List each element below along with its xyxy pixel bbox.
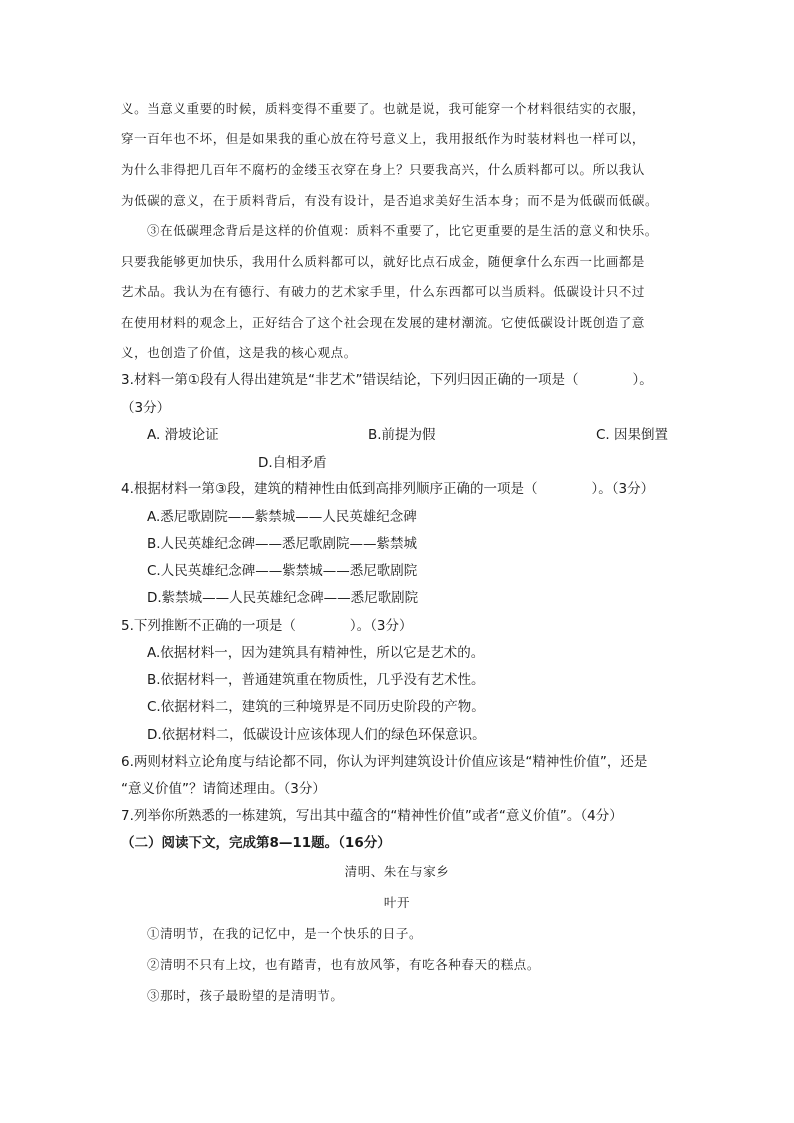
section-2-heading: （二）阅读下文，完成第8—11题。（16分）: [121, 835, 391, 851]
question-4-option-a: A.悉尼歌剧院——紫禁城——人民英雄纪念碑: [147, 509, 417, 525]
material-line: 为什么非得把几百年不腐朽的金缕玉衣穿在身上？只要我高兴，什么质料都可以。所以我认: [121, 162, 646, 177]
material-para3-line: 艺术品。我认为在有德行、有破力的艺术家手里，什么东西都可以当质料。低碳设计只不过: [121, 284, 646, 299]
material-para3-line: 只要我能够更加快乐，我用什么质料都可以，就好比点石成金，随便拿什么东西一比画都是: [121, 254, 646, 269]
material-para3-line: 义，也创造了价值，这是我的核心观点。: [121, 345, 357, 360]
article-author: 叶开: [383, 895, 411, 910]
question-4-option-b: B.人民英雄纪念碑——悉尼歌剧院——紫禁城: [147, 536, 418, 552]
question-5-option-b: B.依据材料一，普通建筑重在物质性，几乎没有艺术性。: [147, 672, 485, 688]
question-5-stem: 5.下列推断不正确的一项是（ ）。（3分）: [121, 618, 413, 634]
article-paragraph: ①清明节，在我的记忆中，是一个快乐的日子。: [147, 926, 423, 941]
question-3-stem: 3.材料一第①段有人得出建筑是“非艺术”错误结论，下列归因正确的一项是（ ）。: [121, 372, 653, 388]
material-line: 为低碳的意义，在于质料背后，有没有设计，是否追求美好生活本身；而不是为低碳而低碳。: [121, 193, 659, 208]
material-para3-line: ③在低碳理念背后是这样的价值观：质料不重要了，比它更重要的是生活的意义和快乐。: [147, 223, 658, 238]
question-5-option-d: D.依据材料二，低碳设计应该体现人们的绿色环保意识。: [147, 727, 486, 743]
question-3-option-c: C. 因果倒置: [596, 427, 669, 443]
question-6-line-2: “意义价值”？请简述理由。（3分）: [121, 781, 326, 797]
question-7: 7.列举你所熟悉的一栋建筑，写出其中蕴含的“精神性价值”或者“意义价值”。（4分）: [121, 808, 623, 824]
question-3-score: （3分）: [121, 400, 171, 416]
question-4-option-c: C.人民英雄纪念碑——紫禁城——悉尼歌剧院: [147, 563, 418, 579]
question-3-option-a: A. 滑坡论证: [147, 427, 219, 443]
material-para3-line: 在使用材料的观念上，正好结合了这个社会现在发展的建材潮流。它使低碳设计既创造了意: [121, 315, 646, 330]
article-title: 清明、朱在与家乡: [344, 864, 450, 879]
question-4-option-d: D.紫禁城——人民英雄纪念碑——悉尼歌剧院: [147, 590, 419, 606]
material-line: 义。当意义重要的时候，质料变得不重要了。也就是说，我可能穿一个材料很结实的衣服，: [121, 101, 646, 116]
question-4-stem: 4.根据材料一第③段，建筑的精神性由低到高排列顺序正确的一项是（ ）。（3分）: [121, 481, 655, 497]
article-paragraph: ③那时，孩子最盼望的是清明节。: [147, 988, 344, 1003]
question-3-option-d: D.自相矛盾: [258, 455, 327, 471]
question-6-line-1: 6.两则材料立论角度与结论都不同，你认为评判建筑设计价值应该是“精神性价值”，还是: [121, 754, 648, 770]
article-paragraph: ②清明不只有上坟，也有踏青，也有放风筝，有吃各种春天的糕点。: [147, 957, 541, 972]
question-5-option-a: A.依据材料一，因为建筑具有精神性，所以它是艺术的。: [147, 645, 485, 661]
material-line: 穿一百年也不坏，但是如果我的重心放在符号意义上，我用报纸作为时装材料也一样可以，: [121, 131, 646, 146]
question-3-option-b: B.前提为假: [368, 427, 436, 443]
question-5-option-c: C.依据材料二，建筑的三种境界是不同历史阶段的产物。: [147, 699, 485, 715]
